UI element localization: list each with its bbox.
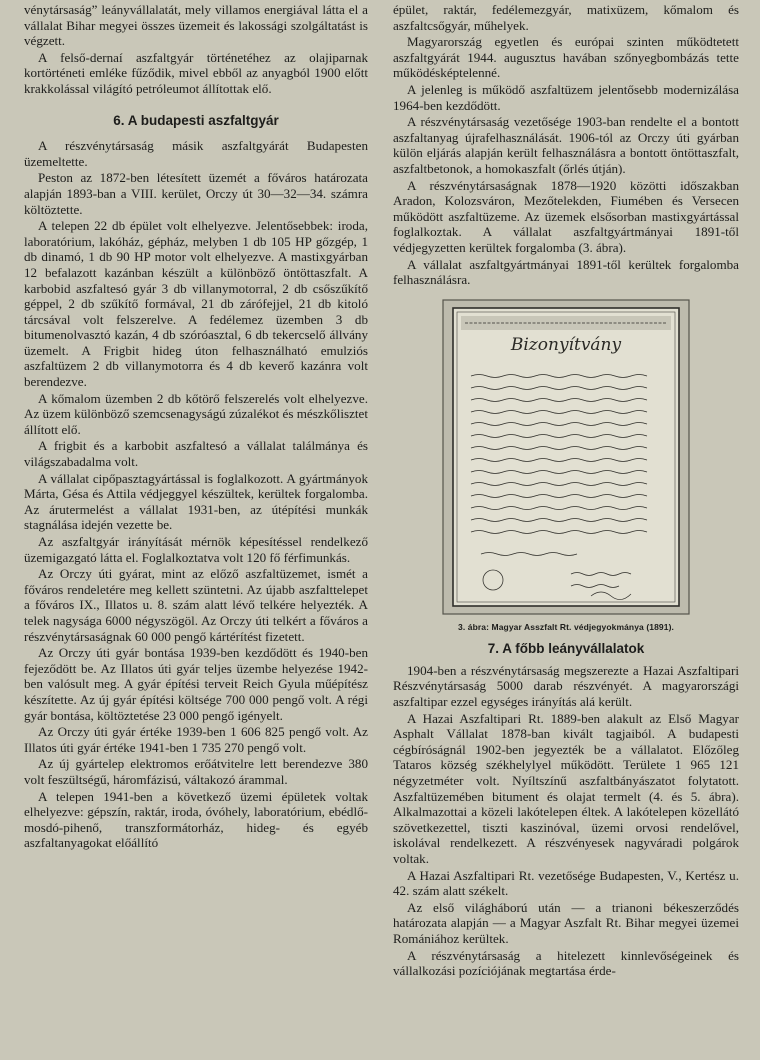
paragraph: A jelenleg is működő aszfaltüzem jelentősebb modernizálása 1964-ben kezdődött. bbox=[393, 81, 739, 113]
section-heading-subsidiaries: 7. A főbb leányvállalatok bbox=[487, 641, 645, 657]
paragraph: A telepen 1941-ben a következő üzemi épületek voltak elhelyezve: gépszín, raktár, iroda, óvóhely, laboratórium, ebédlő-mosdó-pihenő, transzformátorház, hideg- és egyéb aszfaltanyagokat előállító bbox=[24, 788, 368, 851]
paragraph: 1904-ben a részvénytársaság megszerezte a Hazai Aszfaltipari Részvénytársaság 5000 darab részvényét. A magyarországi aszfaltipar ezzel egységes irányítás alá került. bbox=[393, 662, 739, 710]
paragraph: A telepen 22 db épület volt elhelyezve. Jelentősebbek: iroda, laboratórium, lakóház, gépház, melyben 1 db 105 HP gőzgép, 1 db dinamó, 1 db 90 HP motor volt elhelyezve. A mastixgyárban 12 befalazott kazánban készült a különböző öntöttaszfalt. A karbobid aszfaltesó gyár 3 db villanymotorral, 2 db csőszűkítő géppel, 2 db szűkítő formával, 21 db zárófejjel, 21 db kitoló tárcsával volt felszerelve. A fedélemez üzemben 3 db bitumenolvasztó kazán, 4 db szóróasztal, 6 db tekercselő állvány üzemelt. A Frigbit hideg úton felhasználható emulziós aszfaltüzem 2 db villanymotorra és 4 db keverő kazánra volt berendezve. bbox=[24, 218, 368, 390]
paragraph: Az Orczy úti gyárat, mint az előző aszfaltüzemet, ismét a főváros rendeletére meg kellett szüntetni. Az újabb aszfalttelepet a főváros IX., Illatos u. 8. szám alatt lévő telkére helyezték. A telek nagysága 6000 négyszögöl. Az Orczy úti telkért a főváros a részvénytársaságnak 60 000 pengő kártérítést fizetett. bbox=[24, 566, 368, 644]
paragraph: A részvénytársaság vezetősége 1903-ban rendelte el a bontott aszfaltanyag újrafelhasználását. 1906-tól az Orczy úti gyárban külön eljárás alapján került felhasználásra a bontott öntöttaszfalt, aszfaltbetonok, a homokaszfalt (őrlés útján). bbox=[393, 114, 739, 176]
paragraph: A frigbit és a karbobit aszfaltesó a vállalat találmánya és világszabadalma volt. bbox=[24, 438, 368, 470]
section-heading-budapest: 6. A budapesti aszfaltgyár bbox=[113, 112, 279, 128]
paragraph: A kőmalom üzemben 2 db kőtörő felszerelés volt elhelyezve. Az üzem különböző szemcsenagyságú zúzalékot és mészkőlisztet állított elő. bbox=[24, 390, 368, 437]
left-column bbox=[24, 2, 368, 852]
certificate-heading: Bizonyítvány bbox=[510, 334, 622, 355]
right-column bbox=[393, 2, 739, 980]
intro-paragraph-1: vénytársaság” leányvállalatát, mely villamos energiával látta el a vállalat Bihar megyei összes üzemeit és lakossági szolgáltatást is végzett. bbox=[24, 2, 368, 49]
paragraph: Az Orczy úti gyár bontása 1939-ben kezdődött és 1940-ben fejeződött be. Az Illatos úti gyár teljes üzembe helyezése 1942-ben valósult meg. A gyár építési terveit Reich Gyula műépítész készítette. Az új gyár építési költsége 700 000 pengő volt. A régi gyár bontása, költöztetése 23 000 pengő igényelt. bbox=[24, 645, 368, 723]
paragraph: Az első világháború után — a trianoni békeszerződés határozata alapján — a Magyar Aszfalt Rt. Bihar megyei üzemei Romániához kerültek. bbox=[393, 899, 739, 946]
paragraph: A Hazai Aszfaltipari Rt. vezetősége Budapesten, V., Kertész u. 42. szám alatt székelt. bbox=[393, 867, 739, 899]
paragraph: A részvénytársaságnak 1878—1920 közötti időszakban Aradon, Kolozsváron, Mezőtelekden, Fiumében és Versecen működött aszfaltüzeme. Az üzemek elsősorban mastixgyártással foglalkoztak. A vállalat aszfaltgyártmányai 1891-től védjegyzetten kerültek forgalomba (3. ábra). bbox=[393, 177, 739, 255]
paragraph: A részvénytársaság a hitelezett kinnlevőségeinek és vállalkozási pozíciójának megtartása érde- bbox=[393, 947, 739, 979]
paragraph: Magyarország egyetlen és európai szinten működtetett aszfaltgyárát 1944. augusztus havában szőnyegbombázás tette működésképtelenné. bbox=[393, 34, 739, 81]
trademark-certificate-figure bbox=[441, 298, 691, 616]
lead-paragraph: épület, raktár, fedélemezgyár, matixüzem, kőmalom és aszfaltcsőgyár, műhelyek. bbox=[393, 2, 739, 33]
paragraph: Az Orczy úti gyár értéke 1939-ben 1 606 825 pengő volt. Az Illatos úti gyár értéke 1941-ben 1 735 270 pengő volt. bbox=[24, 724, 368, 755]
paragraph: A részvénytársaság másik aszfaltgyárát Budapesten üzemeltette. bbox=[24, 138, 368, 169]
figure-caption: 3. ábra: Magyar Asszfalt Rt. védjegyokmánya (1891). bbox=[458, 621, 674, 632]
paragraph: Az új gyártelep elektromos erőátvitelre lett berendezve 380 volt feszültségű, háromfázisú, váltakozó árammal. bbox=[24, 756, 368, 787]
paragraph: A vállalat aszfaltgyártmányai 1891-től kerültek forgalomba felhasználásra. bbox=[393, 256, 739, 288]
paragraph: Az aszfaltgyár irányítását mérnök képesítéssel rendelkező üzemigazgató látta el. Foglalkoztatva volt 120 fő férfimunkás. bbox=[24, 534, 368, 565]
intro-paragraph-2: A felső-dernaí aszfaltgyár történetéhez az olajiparnak kortörténeti emléke fűződik, mivel ebből az anyagból 1900 előtt krakkolással világító petróleumot állítottak elő. bbox=[24, 49, 368, 96]
paragraph: A Hazai Aszfaltipari Rt. 1889-ben alakult az Első Magyar Asphalt Vállalat 1878-ban kivált tagjaiból. A budapesti cégbíróságnál 1902-ben jegyezték be a vállalatot. Előzőleg Tataros község székhelylyel működött. Területe 1 965 121 négyzetméter volt. Nyíltszínű aszfaltbányászatot folytatott. Aszfaltüzemében bitument és olajat termelt (4. és 5. ábra). Alkalmazottai a közeli lakótelepen éltek. A lakótelepen közellátó szövetkezettel, tiszti kaszinóval, üzemi orvosi rendelővel, iskolával rendelkezett. A részvényesek nagyváradi polgárok voltak. bbox=[393, 710, 739, 866]
paragraph: A vállalat cipőpasztagyártással is foglalkozott. A gyártmányok Márta, Gésa és Attila védjeggyel készültek, kerültek forgalomba. Az árutermelést a vállalat 1931-ben, az útépítési munkák stagnálása idején vezette be. bbox=[24, 470, 368, 533]
paragraph: Peston az 1872-ben létesített üzemét a főváros határozata alapján 1893-ban a VIII. kerület, Orczy út 30—32—34. számra költöztette. bbox=[24, 170, 368, 217]
